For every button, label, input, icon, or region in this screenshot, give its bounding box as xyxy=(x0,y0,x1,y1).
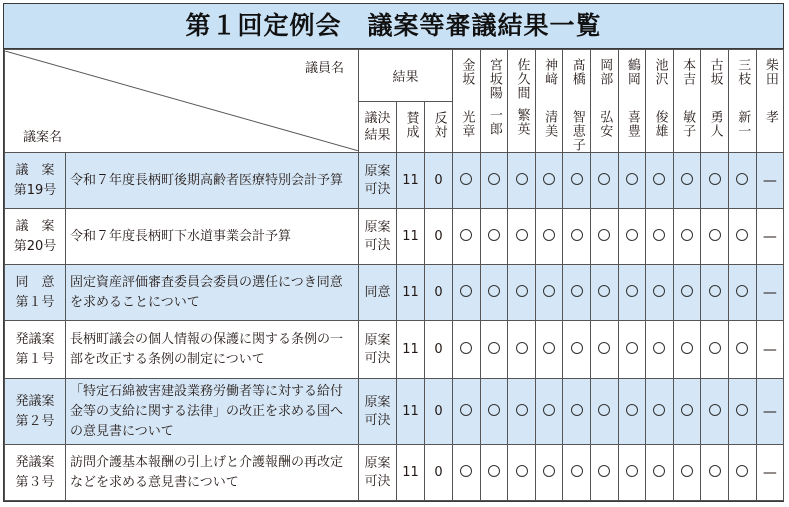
member-surname: 金坂 xyxy=(459,58,475,86)
circle-icon xyxy=(598,285,610,297)
vote-yes-circle xyxy=(480,265,508,321)
member-surname: 柴田 xyxy=(762,58,778,86)
circle-icon xyxy=(626,285,638,297)
vote-yes-circle xyxy=(728,379,756,445)
member-surname: 神﨑 xyxy=(542,58,558,86)
yes-count: 11 xyxy=(397,321,425,379)
vote-yes-circle xyxy=(535,153,563,209)
agenda-subject: 長柄町議会の個人情報の保護に関する条例の一部を改正する条例の制定について xyxy=(66,321,359,379)
circle-icon xyxy=(736,229,748,241)
agenda-subject: 令和７年度長柄町下水道事業会計予算 xyxy=(66,209,359,265)
circle-icon xyxy=(488,342,500,354)
vote-yes-circle xyxy=(535,379,563,445)
circle-icon xyxy=(460,465,472,477)
vote-yes-circle xyxy=(728,153,756,209)
member-header xyxy=(563,50,591,153)
agenda-number: 発議案 第２号 xyxy=(5,379,66,445)
vote-yes-circle xyxy=(618,321,646,379)
vote-yes-circle xyxy=(508,209,536,265)
circle-icon xyxy=(709,342,721,354)
vote-yes-circle xyxy=(618,445,646,501)
circle-icon xyxy=(488,404,500,416)
circle-icon xyxy=(516,173,528,185)
circle-icon xyxy=(460,404,472,416)
vote-yes-circle xyxy=(453,153,481,209)
circle-icon xyxy=(488,173,500,185)
circle-icon xyxy=(543,465,555,477)
circle-icon xyxy=(626,465,638,477)
circle-icon xyxy=(460,229,472,241)
decision-header: 議決 結果 xyxy=(359,101,397,153)
member-surname: 岡部 xyxy=(597,58,613,86)
member-header xyxy=(508,50,536,153)
member-surname: 三枝 xyxy=(735,58,751,86)
vote-yes-circle xyxy=(590,321,618,379)
vote-yes-circle xyxy=(618,379,646,445)
vote-yes-circle xyxy=(618,153,646,209)
vote-none-dash: — xyxy=(756,445,784,501)
member-header xyxy=(756,50,784,153)
circle-icon xyxy=(543,173,555,185)
circle-icon xyxy=(571,285,583,297)
circle-icon xyxy=(516,465,528,477)
yes-count: 11 xyxy=(397,209,425,265)
decision-result: 原案 可決 xyxy=(359,445,397,501)
agenda-number: 議 案 第19号 xyxy=(5,153,66,209)
vote-none-dash: — xyxy=(756,379,784,445)
vote-yes-circle xyxy=(590,153,618,209)
circle-icon xyxy=(653,229,665,241)
vote-yes-circle xyxy=(535,445,563,501)
circle-icon xyxy=(571,465,583,477)
circle-icon xyxy=(681,465,693,477)
vote-yes-circle xyxy=(590,265,618,321)
agenda-subject: 令和７年度長柄町後期高齢者医療特別会計予算 xyxy=(66,153,359,209)
member-given-name: 敏子 xyxy=(680,110,696,138)
vote-yes-circle xyxy=(728,445,756,501)
vote-yes-circle xyxy=(453,265,481,321)
member-header xyxy=(673,50,701,153)
member-header xyxy=(590,50,618,153)
vote-yes-circle xyxy=(646,379,674,445)
circle-icon xyxy=(516,285,528,297)
circle-icon xyxy=(736,285,748,297)
vote-yes-circle xyxy=(701,445,729,501)
circle-icon xyxy=(460,173,472,185)
vote-yes-circle xyxy=(508,153,536,209)
agenda-subject: 「特定石綿被害建設業務労働者等に対する給付金等の支給に関する法律」の改正を求める国への意見書について xyxy=(66,379,359,445)
vote-yes-circle xyxy=(480,153,508,209)
vote-yes-circle xyxy=(535,265,563,321)
vote-yes-circle xyxy=(646,445,674,501)
decision-result: 原案 可決 xyxy=(359,321,397,379)
circle-icon xyxy=(681,404,693,416)
vote-yes-circle xyxy=(590,445,618,501)
vote-yes-circle xyxy=(701,265,729,321)
circle-icon xyxy=(598,465,610,477)
vote-yes-circle xyxy=(673,209,701,265)
vote-yes-circle xyxy=(590,379,618,445)
table-row xyxy=(5,379,784,445)
circle-icon xyxy=(653,285,665,297)
circle-icon xyxy=(571,173,583,185)
yes-count: 11 xyxy=(397,379,425,445)
no-count: 0 xyxy=(425,321,453,379)
member-given-name: 孝 xyxy=(762,110,778,124)
member-surname: 髙橋 xyxy=(569,58,585,86)
vote-yes-circle xyxy=(646,265,674,321)
member-header xyxy=(535,50,563,153)
circle-icon xyxy=(488,465,500,477)
vote-yes-circle xyxy=(480,379,508,445)
circle-icon xyxy=(488,229,500,241)
decision-result: 原案 可決 xyxy=(359,153,397,209)
circle-icon xyxy=(460,285,472,297)
table-row xyxy=(5,445,784,501)
vote-yes-circle xyxy=(508,321,536,379)
agenda-number: 議 案 第20号 xyxy=(5,209,66,265)
decision-result: 原案 可決 xyxy=(359,209,397,265)
no-count: 0 xyxy=(425,379,453,445)
circle-icon xyxy=(598,404,610,416)
vote-yes-circle xyxy=(563,265,591,321)
vote-yes-circle xyxy=(563,209,591,265)
page-title: 第１回定例会 議案等審議結果一覧 xyxy=(4,4,783,49)
member-surname: 佐久間 xyxy=(514,58,530,100)
vote-yes-circle xyxy=(453,445,481,501)
no-header: 反対 xyxy=(425,101,453,153)
member-header xyxy=(728,50,756,153)
vote-none-dash: — xyxy=(756,321,784,379)
vote-yes-circle xyxy=(535,321,563,379)
circle-icon xyxy=(543,229,555,241)
vote-yes-circle xyxy=(508,265,536,321)
yes-count: 11 xyxy=(397,445,425,501)
vote-yes-circle xyxy=(480,209,508,265)
member-given-name: 新一 xyxy=(735,110,751,138)
circle-icon xyxy=(571,342,583,354)
table-row xyxy=(5,265,784,321)
vote-yes-circle xyxy=(590,209,618,265)
circle-icon xyxy=(681,285,693,297)
circle-icon xyxy=(598,342,610,354)
circle-icon xyxy=(626,173,638,185)
vote-yes-circle xyxy=(673,321,701,379)
results-table xyxy=(4,49,784,501)
vote-yes-circle xyxy=(701,321,729,379)
no-count: 0 xyxy=(425,265,453,321)
agenda-number: 発議案 第３号 xyxy=(5,445,66,501)
vote-yes-circle xyxy=(453,379,481,445)
vote-yes-circle xyxy=(673,265,701,321)
agenda-number: 同 意 第１号 xyxy=(5,265,66,321)
vote-yes-circle xyxy=(563,153,591,209)
vote-none-dash: — xyxy=(756,265,784,321)
member-given-name: 俊雄 xyxy=(652,110,668,138)
circle-icon xyxy=(626,404,638,416)
vote-yes-circle xyxy=(480,321,508,379)
vote-yes-circle xyxy=(673,445,701,501)
result-group-header: 結果 xyxy=(359,50,453,102)
circle-icon xyxy=(543,285,555,297)
vote-yes-circle xyxy=(563,445,591,501)
vote-yes-circle xyxy=(618,209,646,265)
circle-icon xyxy=(681,229,693,241)
vote-yes-circle xyxy=(453,209,481,265)
vote-yes-circle xyxy=(646,153,674,209)
vote-yes-circle xyxy=(480,445,508,501)
circle-icon xyxy=(736,465,748,477)
agenda-label: 議案名 xyxy=(23,130,63,145)
member-given-name: 清美 xyxy=(542,110,558,138)
vote-yes-circle xyxy=(535,209,563,265)
circle-icon xyxy=(736,404,748,416)
circle-icon xyxy=(543,404,555,416)
member-surname: 本吉 xyxy=(680,58,696,86)
circle-icon xyxy=(653,404,665,416)
vote-yes-circle xyxy=(508,379,536,445)
member-surname: 鶴岡 xyxy=(624,58,640,86)
circle-icon xyxy=(709,173,721,185)
member-given-name: 智恵子 xyxy=(569,110,585,152)
circle-icon xyxy=(709,465,721,477)
vote-yes-circle xyxy=(673,153,701,209)
circle-icon xyxy=(681,173,693,185)
circle-icon xyxy=(516,342,528,354)
agenda-subject: 固定資産評価審査委員会委員の選任につき同意を求めることについて xyxy=(66,265,359,321)
member-surname: 池沢 xyxy=(652,58,668,86)
vote-yes-circle xyxy=(563,379,591,445)
decision-result: 同意 xyxy=(359,265,397,321)
circle-icon xyxy=(626,342,638,354)
member-given-name: 勇人 xyxy=(707,110,723,138)
circle-icon xyxy=(709,229,721,241)
circle-icon xyxy=(709,404,721,416)
member-header xyxy=(453,50,481,153)
member-given-name: 喜豊 xyxy=(624,110,640,138)
circle-icon xyxy=(598,229,610,241)
circle-icon xyxy=(736,173,748,185)
vote-yes-circle xyxy=(673,379,701,445)
table-row xyxy=(5,153,784,209)
decision-result: 原案 可決 xyxy=(359,379,397,445)
vote-yes-circle xyxy=(701,153,729,209)
vote-none-dash: — xyxy=(756,209,784,265)
member-given-name: 一郎 xyxy=(486,108,502,136)
member-surname: 宮坂陽 xyxy=(486,58,502,100)
member-header xyxy=(480,50,508,153)
circle-icon xyxy=(736,342,748,354)
table-row xyxy=(5,209,784,265)
vote-none-dash: — xyxy=(756,153,784,209)
no-count: 0 xyxy=(425,445,453,501)
vote-yes-circle xyxy=(563,321,591,379)
circle-icon xyxy=(653,342,665,354)
circle-icon xyxy=(626,229,638,241)
member-given-name: 弘安 xyxy=(597,110,613,138)
vote-yes-circle xyxy=(646,209,674,265)
yes-count: 11 xyxy=(397,265,425,321)
vote-yes-circle xyxy=(453,321,481,379)
members-label: 議員名 xyxy=(304,61,344,76)
circle-icon xyxy=(488,285,500,297)
yes-count: 11 xyxy=(397,153,425,209)
vote-yes-circle xyxy=(701,209,729,265)
agenda-number: 発議案 第１号 xyxy=(5,321,66,379)
vote-yes-circle xyxy=(728,265,756,321)
circle-icon xyxy=(571,229,583,241)
yes-header: 賛成 xyxy=(397,101,425,153)
member-header xyxy=(701,50,729,153)
circle-icon xyxy=(709,285,721,297)
circle-icon xyxy=(516,229,528,241)
circle-icon xyxy=(460,342,472,354)
no-count: 0 xyxy=(425,209,453,265)
member-surname: 古坂 xyxy=(707,58,723,86)
vote-yes-circle xyxy=(728,209,756,265)
circle-icon xyxy=(598,173,610,185)
circle-icon xyxy=(516,404,528,416)
circle-icon xyxy=(571,404,583,416)
vote-yes-circle xyxy=(508,445,536,501)
vote-yes-circle xyxy=(618,265,646,321)
member-header xyxy=(618,50,646,153)
circle-icon xyxy=(543,342,555,354)
member-given-name: 繁英 xyxy=(514,108,530,136)
agenda-subject: 訪問介護基本報酬の引上げと介護報酬の再改定などを求める意見書について xyxy=(66,445,359,501)
member-header xyxy=(646,50,674,153)
header-corner xyxy=(5,50,359,153)
table-row xyxy=(5,321,784,379)
circle-icon xyxy=(653,465,665,477)
vote-yes-circle xyxy=(701,379,729,445)
no-count: 0 xyxy=(425,153,453,209)
vote-yes-circle xyxy=(646,321,674,379)
vote-yes-circle xyxy=(728,321,756,379)
circle-icon xyxy=(681,342,693,354)
circle-icon xyxy=(653,173,665,185)
member-given-name: 光章 xyxy=(459,110,475,138)
